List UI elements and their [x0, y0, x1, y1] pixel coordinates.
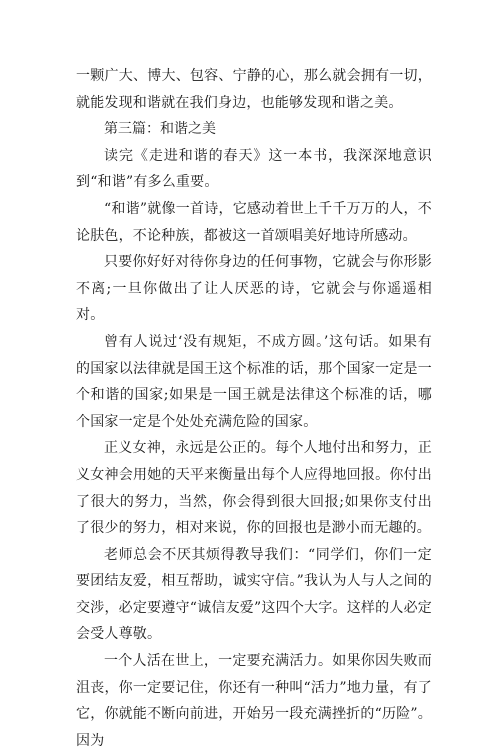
- paragraph: 曾有人说过‘没有规矩，不成方圆。’这句话。如果有的国家以法律就是国王这个标准的话，那个国家一定是一个和谐的国家;如果是一国王就是法律这个标准的话，哪个国家一定是个处处充满危险的国家。: [76, 333, 432, 430]
- section-heading: 第三篇：和谐之美: [104, 121, 216, 138]
- paragraph: 老师总会不厌其烦得教导我们：“同学们，你们一定要团结友爱，相互帮助，诚实守信。”我认为人与人之间的交涉，必定要遵守“诚信友爱”这四个大字。这样的人必定会受人尊敬。: [76, 546, 432, 643]
- paragraph: “和谐”就像一首诗，它感动着世上千千万万的人，不论肤色，不论种族，都被这一首颂唱美好地诗所感动。: [76, 200, 432, 244]
- paragraph: 读完《走进和谐的春天》这一本书，我深深地意识到“和谐”有多么重要。: [76, 147, 432, 191]
- paragraph: 正义女神，永远是公正的。每个人地付出和努力，正义女神会用她的天平来衡量出每个人应得地回报。你付出了很大的努力，当然，你会得到很大回报;如果你支付出了很少的努力，相对来说，你的回报也是渺小而无趣的。: [76, 440, 432, 537]
- paragraph: 一个人活在世上，一定要充满活力。如果你因失败而沮丧，你一定要记住，你还有一种叫“活力”地力量，有了它，你就能不断向前进，开始另一段充满挫折的“历险”。因为: [76, 653, 432, 749]
- document-body: [76, 63, 432, 754]
- paragraph-continuation: 一颗广大、博大、包容、宁静的心，那么就会拥有一切，就能发现和谐就在我们身边，也能够发现和谐之美。: [76, 68, 432, 111]
- paragraph: 只要你好好对待你身边的任何事物，它就会与你形影不离;一旦你做出了让人厌恶的诗，它就会与你遥遥相对。: [76, 254, 432, 324]
